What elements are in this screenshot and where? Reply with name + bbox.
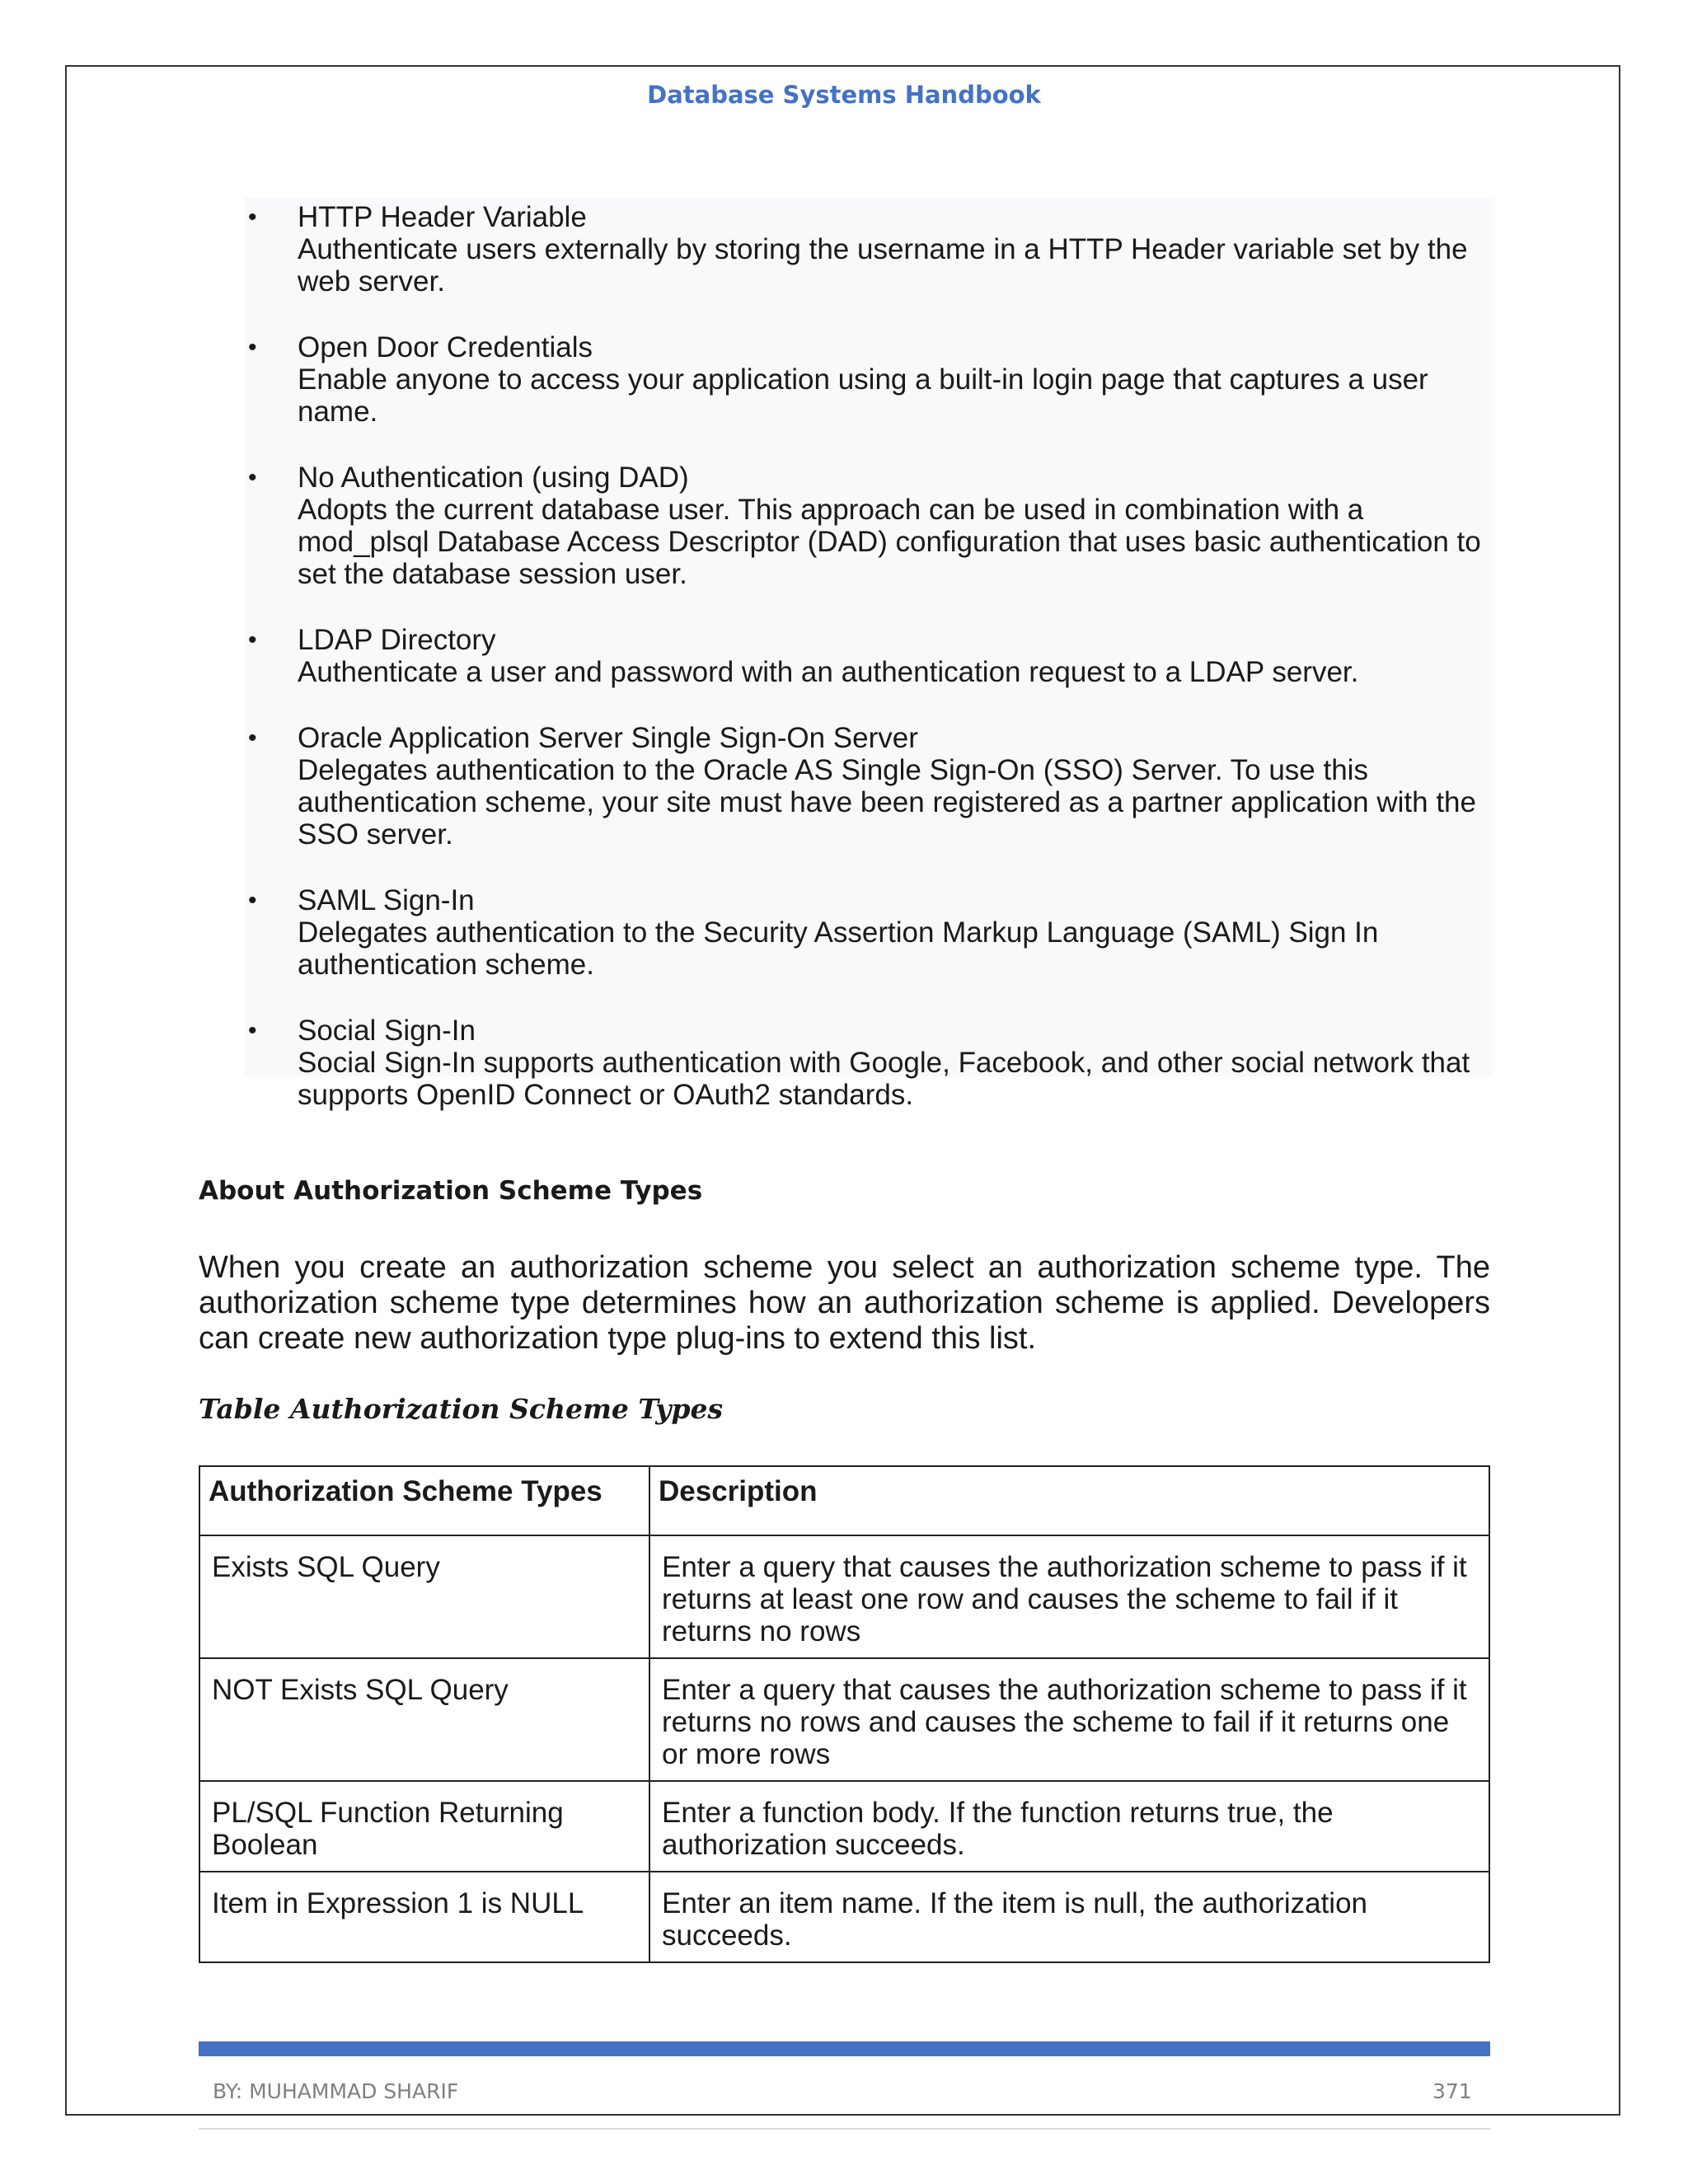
table-cell-type: Exists SQL Query (199, 1535, 649, 1658)
list-item (245, 722, 1493, 851)
list-item (245, 624, 1493, 688)
table-row (199, 1781, 1489, 1872)
list-item-title: Social Sign-In (298, 1015, 476, 1047)
list-item-description: Social Sign-In supports authentication with Google, Facebook, and other social network that supports OpenID Connect or OAuth2 standards. (298, 1047, 1470, 1111)
footer-author: BY: MUHAMMAD SHARIF (213, 2079, 459, 2103)
table-header-row (199, 1466, 1489, 1535)
section-heading: About Authorization Scheme Types (199, 1176, 703, 1206)
list-item-title: HTTP Header Variable (298, 201, 587, 233)
list-item (245, 884, 1493, 981)
list-item (245, 1015, 1493, 1111)
bullet-icon: • (248, 626, 257, 654)
footer-divider-bar (199, 2041, 1490, 2056)
bullet-icon: • (248, 887, 257, 914)
table-row (199, 1872, 1489, 1962)
table-cell-description: Enter a function body. If the function returns true, the authorization succeeds. (649, 1781, 1489, 1872)
table-cell-description: Enter a query that causes the authorization scheme to pass if it returns at least one row and causes the scheme to fail if it returns no rows (649, 1535, 1489, 1658)
list-item-description: Enable anyone to access your application using a built-in login page that captures a user name. (298, 363, 1428, 428)
table-row (199, 1658, 1489, 1781)
column-header-description: Description (649, 1466, 1489, 1535)
list-item-description: Delegates authentication to the Security Assertion Markup Language (SAML) Sign In authentication scheme. (298, 916, 1379, 981)
bottom-rule (199, 2128, 1490, 2130)
page-number: 371 (1432, 2079, 1472, 2103)
list-item-title: No Authentication (using DAD) (298, 462, 689, 494)
list-item (245, 331, 1493, 428)
table-caption: Table Authorization Scheme Types (199, 1393, 724, 1425)
table-cell-description: Enter a query that causes the authorization scheme to pass if it returns no rows and causes the scheme to fail if it returns one or more rows (649, 1658, 1489, 1781)
list-item-title: LDAP Directory (298, 624, 496, 656)
list-item-description: Delegates authentication to the Oracle AS Single Sign-On (SSO) Server. To use this authentication scheme, your site must have been registered as a partner application with the SSO server. (298, 754, 1476, 851)
bullet-icon: • (248, 334, 257, 361)
column-header-type: Authorization Scheme Types (199, 1466, 649, 1535)
authorization-scheme-table (199, 1465, 1490, 1963)
list-item-title: Open Door Credentials (298, 331, 593, 363)
bullet-icon: • (248, 724, 257, 752)
list-item-description: Authenticate users externally by storing the username in a HTTP Header variable set by the web server. (298, 233, 1468, 298)
table-cell-type: NOT Exists SQL Query (199, 1658, 649, 1781)
list-item-title: SAML Sign-In (298, 884, 475, 916)
list-item-description: Adopts the current database user. This approach can be used in combination with a mod_plsql Database Access Descriptor (DAD) configuration that uses basic authentication to set the database session user. (298, 494, 1481, 590)
bullet-icon: • (248, 1017, 257, 1044)
body-paragraph: When you create an authorization scheme you select an authorization scheme type. The authorization scheme type determines how an authorization scheme is applied. Developers can create new authorization type plug-ins to extend this list. (199, 1250, 1490, 1356)
running-header: Database Systems Handbook (647, 81, 1041, 109)
bullet-icon: • (248, 464, 257, 491)
authentication-scheme-list (245, 201, 1493, 1145)
bullet-icon: • (248, 204, 257, 231)
table-cell-type: Item in Expression 1 is NULL (199, 1872, 649, 1962)
table-cell-type: PL/SQL Function Returning Boolean (199, 1781, 649, 1872)
list-item-title: Oracle Application Server Single Sign-On Server (298, 722, 918, 754)
list-item (245, 462, 1493, 590)
table-cell-description: Enter an item name. If the item is null, the authorization succeeds. (649, 1872, 1489, 1962)
table-row (199, 1535, 1489, 1658)
list-item-description: Authenticate a user and password with an authentication request to a LDAP server. (298, 656, 1359, 688)
list-item (245, 201, 1493, 298)
